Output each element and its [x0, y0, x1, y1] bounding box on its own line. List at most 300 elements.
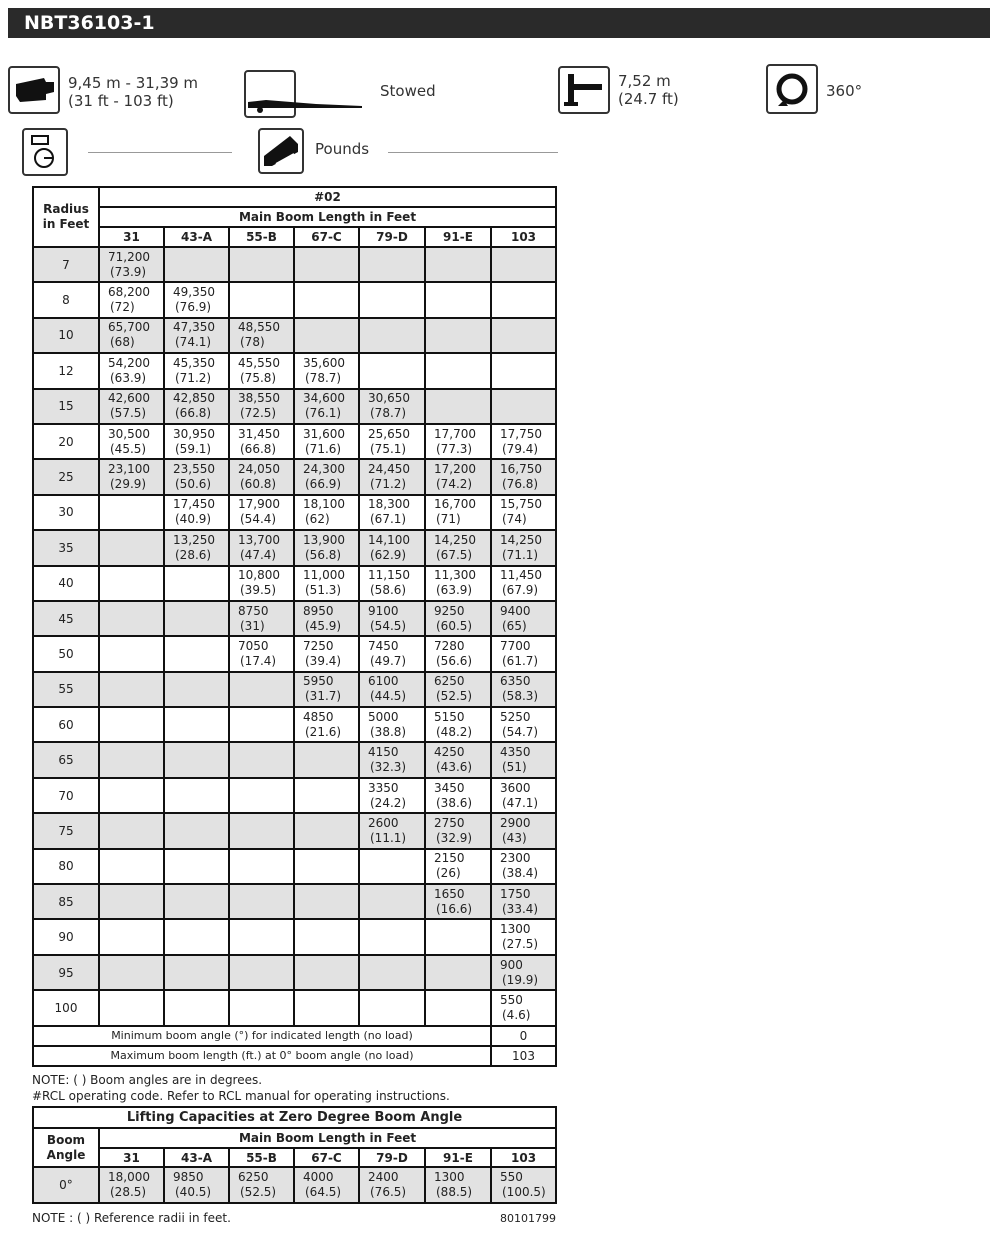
capacity-cell — [164, 955, 229, 990]
capacity-cell — [491, 884, 556, 919]
boom-angle-value: (54.5) — [370, 618, 407, 633]
capacity-cell — [294, 566, 359, 601]
capacity-cell — [294, 742, 359, 777]
capacity-value: 7050 — [238, 638, 269, 653]
capacity-cell — [229, 849, 294, 884]
radius-cell: 80 — [33, 849, 99, 884]
capacity-cell — [425, 424, 491, 459]
boom-angle-value: (38.6) — [436, 795, 473, 810]
capacity-value: 9400 — [500, 603, 531, 618]
boom-angle-value: (38.8) — [370, 724, 407, 739]
boom-angle-value: (74) — [502, 512, 527, 527]
capacity-cell — [294, 672, 359, 707]
boom-angle-value: (78) — [240, 335, 265, 350]
capacity-cell — [164, 601, 229, 636]
capacity-cell — [164, 813, 229, 848]
boom-length-column: 31 — [99, 1148, 164, 1167]
capacity-cell — [229, 389, 294, 424]
capacity-cell — [164, 1167, 229, 1203]
min-angle-value: 0 — [491, 1026, 556, 1046]
capacity-cell — [491, 424, 556, 459]
capacity-cell — [164, 318, 229, 353]
capacity-value: 14,100 — [368, 532, 410, 547]
capacity-value: 5950 — [303, 674, 334, 689]
table-row — [33, 566, 556, 601]
rotation-icon — [766, 64, 818, 114]
capacity-cell — [99, 636, 164, 671]
boom-angle-value: (67.9) — [502, 583, 539, 598]
capacity-cell — [425, 742, 491, 777]
capacity-cell — [359, 919, 425, 954]
capacity-cell — [164, 919, 229, 954]
radius-cell: 12 — [33, 353, 99, 388]
radius-cell: 40 — [33, 566, 99, 601]
table-row — [33, 884, 556, 919]
capacity-value: 9100 — [368, 603, 399, 618]
boom-length-header: Main Boom Length in Feet — [99, 207, 556, 227]
capacity-cell — [99, 601, 164, 636]
table-row — [33, 778, 556, 813]
capacity-cell — [359, 459, 425, 494]
capacity-cell — [425, 849, 491, 884]
boom-angle-value: (71.2) — [175, 370, 212, 385]
capacity-value: 14,250 — [434, 532, 476, 547]
boom-angle-value: (47.1) — [502, 795, 539, 810]
rcl-code-header: #02 — [99, 187, 556, 207]
boom-angle-value: (74.1) — [175, 335, 212, 350]
outrigger-span — [618, 72, 679, 108]
capacity-cell — [425, 353, 491, 388]
boom-angle-value: (76.5) — [370, 1185, 407, 1199]
boom-angle-value: (73.9) — [110, 264, 147, 279]
capacity-value: 2300 — [500, 851, 531, 866]
boom-angle-value: (31) — [240, 618, 265, 633]
capacity-value: 16,750 — [500, 462, 542, 477]
capacity-cell — [491, 742, 556, 777]
capacity-cell — [99, 919, 164, 954]
capacity-cell — [491, 813, 556, 848]
outrigger-metric: 7,52 m — [618, 72, 671, 90]
capacity-value: 2750 — [434, 815, 465, 830]
capacity-cell — [164, 459, 229, 494]
boom-angle-value: (45.9) — [305, 618, 342, 633]
capacity-value: 38,550 — [238, 391, 280, 406]
boom-angle-value: (48.2) — [436, 724, 473, 739]
table-row — [33, 990, 556, 1025]
capacity-cell — [491, 636, 556, 671]
capacity-cell — [359, 849, 425, 884]
capacity-value: 18,000 — [108, 1170, 150, 1184]
zero-angle-table — [32, 1106, 557, 1204]
capacity-cell — [294, 849, 359, 884]
capacity-value: 25,650 — [368, 426, 410, 441]
capacity-value: 7700 — [500, 638, 531, 653]
note-boom-angles: NOTE: ( ) Boom angles are in degrees. — [32, 1073, 263, 1087]
capacity-cell — [229, 919, 294, 954]
capacity-value: 5000 — [368, 709, 399, 724]
boom-angle-value: (66.8) — [240, 441, 277, 456]
capacity-value: 24,450 — [368, 462, 410, 477]
capacity-value: 71,200 — [108, 249, 150, 264]
capacity-cell — [294, 778, 359, 813]
capacity-cell — [294, 636, 359, 671]
capacity-cell — [294, 707, 359, 742]
capacity-cell — [359, 389, 425, 424]
boom-angle-value: (44.5) — [370, 689, 407, 704]
capacity-value: 68,200 — [108, 285, 150, 300]
boom-angle-value: (66.9) — [305, 477, 342, 492]
capacity-cell — [359, 672, 425, 707]
capacity-cell — [229, 778, 294, 813]
capacity-cell — [425, 813, 491, 848]
capacity-value: 45,550 — [238, 355, 280, 370]
capacity-cell — [294, 530, 359, 565]
radius-cell: 25 — [33, 459, 99, 494]
capacity-cell — [99, 672, 164, 707]
boom-angle-value: (76.8) — [502, 477, 539, 492]
capacity-value: 17,450 — [173, 497, 215, 512]
capacity-value: 7450 — [368, 638, 399, 653]
boom-length-column: 91-E — [425, 1148, 491, 1167]
capacity-value: 11,150 — [368, 568, 410, 583]
capacity-cell — [425, 990, 491, 1025]
capacity-cell — [359, 318, 425, 353]
capacity-value: 30,650 — [368, 391, 410, 406]
boom-angle-value: (4.6) — [502, 1007, 531, 1022]
boom-angle-value: (17.4) — [240, 653, 277, 668]
capacity-cell — [294, 495, 359, 530]
boom-length-column: 103 — [491, 1148, 556, 1167]
capacity-cell — [229, 601, 294, 636]
capacity-cell — [229, 530, 294, 565]
capacity-cell — [164, 566, 229, 601]
table-row — [33, 742, 556, 777]
capacity-cell — [491, 459, 556, 494]
boom-angle-value: (56.6) — [436, 653, 473, 668]
capacity-cell — [294, 247, 359, 282]
boom-angle-value: (58.3) — [502, 689, 539, 704]
boom-angle-value: (67.1) — [370, 512, 407, 527]
boom-angle-value: (71) — [436, 512, 461, 527]
boom-length-column: 79-D — [359, 227, 425, 247]
boom-angle-value: (31.7) — [305, 689, 342, 704]
capacity-cell — [229, 566, 294, 601]
boom-angle-value: (51.3) — [305, 583, 342, 598]
boom-length-column: 79-D — [359, 1148, 425, 1167]
capacity-cell — [359, 884, 425, 919]
capacity-cell — [359, 778, 425, 813]
table-row — [33, 424, 556, 459]
capacity-value: 6250 — [434, 674, 465, 689]
capacity-value: 31,450 — [238, 426, 280, 441]
capacity-cell — [99, 813, 164, 848]
capacity-value: 8950 — [303, 603, 334, 618]
radius-cell: 15 — [33, 389, 99, 424]
capacity-cell — [229, 990, 294, 1025]
boom-angle-value: (40.9) — [175, 512, 212, 527]
capacity-cell — [99, 247, 164, 282]
capacity-value: 17,750 — [500, 426, 542, 441]
capacity-value: 3350 — [368, 780, 399, 795]
boom-angle-value: (54.7) — [502, 724, 539, 739]
table-row — [33, 318, 556, 353]
capacity-cell — [359, 990, 425, 1025]
capacity-cell — [425, 778, 491, 813]
capacity-cell — [491, 919, 556, 954]
counterweight-icon — [22, 128, 68, 176]
capacity-cell — [359, 742, 425, 777]
capacity-cell — [359, 1167, 425, 1203]
boom-length-column: 43-A — [164, 1148, 229, 1167]
capacity-cell — [294, 955, 359, 990]
table-row — [33, 495, 556, 530]
capacity-value: 42,850 — [173, 391, 215, 406]
radius-cell: 60 — [33, 707, 99, 742]
max-length-value: 103 — [491, 1046, 556, 1066]
capacity-cell — [99, 389, 164, 424]
load-units-icon — [258, 128, 304, 174]
capacity-value: 10,800 — [238, 568, 280, 583]
boom-angle-value: (71.6) — [305, 441, 342, 456]
radius-cell: 45 — [33, 601, 99, 636]
table-row — [33, 672, 556, 707]
capacity-value: 18,300 — [368, 497, 410, 512]
boom-angle-value: (24.2) — [370, 795, 407, 810]
table-row — [33, 247, 556, 282]
capacity-cell — [164, 282, 229, 317]
boom-length-column: 43-A — [164, 227, 229, 247]
capacity-value: 17,200 — [434, 462, 476, 477]
boom-angle-value: (43.6) — [436, 760, 473, 775]
capacity-cell — [294, 389, 359, 424]
table-row — [33, 707, 556, 742]
outrigger-span-icon — [558, 66, 610, 114]
boom-angle-value: (67.5) — [436, 547, 473, 562]
boom-angle-value: (77.3) — [436, 441, 473, 456]
capacity-value: 17,900 — [238, 497, 280, 512]
table-row — [33, 849, 556, 884]
capacity-value: 9250 — [434, 603, 465, 618]
capacity-value: 6250 — [238, 1170, 269, 1184]
capacity-value: 16,700 — [434, 497, 476, 512]
capacity-cell — [491, 282, 556, 317]
capacity-cell — [99, 849, 164, 884]
capacity-cell — [425, 1167, 491, 1203]
boom-angle-value: (19.9) — [502, 972, 539, 987]
boom-angle-value: (64.5) — [305, 1185, 342, 1199]
capacity-value: 900 — [500, 957, 523, 972]
boom-angle-value: (60.8) — [240, 477, 277, 492]
boom-length-column: 67-C — [294, 227, 359, 247]
capacity-cell — [99, 495, 164, 530]
boom-angle-value: (32.9) — [436, 830, 473, 845]
boom-angle-value: (52.5) — [436, 689, 473, 704]
boom-angle-value: (28.6) — [175, 547, 212, 562]
capacity-cell — [294, 601, 359, 636]
capacity-cell — [491, 530, 556, 565]
capacity-cell — [491, 955, 556, 990]
boom-angle-value: (54.4) — [240, 512, 277, 527]
capacity-cell — [294, 424, 359, 459]
boom-angle-value: (11.1) — [370, 830, 407, 845]
zero-boom-length-header: Main Boom Length in Feet — [99, 1128, 556, 1148]
capacity-value: 23,100 — [108, 462, 150, 477]
capacity-cell — [491, 990, 556, 1025]
capacity-value: 4150 — [368, 745, 399, 760]
capacity-value: 48,550 — [238, 320, 280, 335]
capacity-cell — [359, 247, 425, 282]
capacity-cell — [359, 707, 425, 742]
capacity-cell — [229, 742, 294, 777]
capacity-value: 1300 — [500, 922, 531, 937]
capacity-value: 30,950 — [173, 426, 215, 441]
radius-cell: 75 — [33, 813, 99, 848]
table-row — [33, 601, 556, 636]
capacity-cell — [164, 707, 229, 742]
divider-line — [88, 152, 232, 153]
capacity-cell — [164, 353, 229, 388]
boom-angle-value: (56.8) — [305, 547, 342, 562]
capacity-cell — [229, 707, 294, 742]
radius-cell: 100 — [33, 990, 99, 1025]
radius-cell: 35 — [33, 530, 99, 565]
capacity-value: 1300 — [434, 1170, 465, 1184]
table-row — [33, 919, 556, 954]
boom-angle-value: (65) — [502, 618, 527, 633]
capacity-value: 17,700 — [434, 426, 476, 441]
capacity-cell — [229, 672, 294, 707]
capacity-value: 7280 — [434, 638, 465, 653]
capacity-cell — [425, 495, 491, 530]
capacity-cell — [359, 636, 425, 671]
capacity-cell — [425, 884, 491, 919]
boom-length-column: 55-B — [229, 227, 294, 247]
capacity-cell — [294, 282, 359, 317]
capacity-value: 4000 — [303, 1170, 334, 1184]
page-title: NBT36103-1 — [8, 8, 990, 38]
boom-angle-value: (52.5) — [240, 1185, 277, 1199]
capacity-cell — [359, 353, 425, 388]
boom-angle-value: (47.4) — [240, 547, 277, 562]
note-rcl-code: #RCL operating code. Refer to RCL manual for operating instructions. — [32, 1089, 450, 1103]
capacity-cell — [294, 353, 359, 388]
capacity-value: 4350 — [500, 745, 531, 760]
capacity-cell — [164, 742, 229, 777]
table-row — [33, 459, 556, 494]
boom-angle-value: (72.5) — [240, 406, 277, 421]
capacity-cell — [99, 742, 164, 777]
capacity-cell — [164, 990, 229, 1025]
boom-angle-value: (49.7) — [370, 653, 407, 668]
capacity-cell — [491, 353, 556, 388]
capacity-cell — [425, 459, 491, 494]
capacity-cell — [229, 636, 294, 671]
table-row — [33, 282, 556, 317]
capacity-cell — [229, 884, 294, 919]
radius-cell: 8 — [33, 282, 99, 317]
capacity-cell — [425, 919, 491, 954]
boom-angle-value: (58.6) — [370, 583, 407, 598]
boom-angle-value: (59.1) — [175, 441, 212, 456]
capacity-cell — [99, 424, 164, 459]
capacity-cell — [294, 318, 359, 353]
capacity-cell — [164, 424, 229, 459]
capacity-cell — [294, 990, 359, 1025]
capacity-cell — [425, 282, 491, 317]
table-row — [33, 636, 556, 671]
boom-length-column: 91-E — [425, 227, 491, 247]
capacity-value: 31,600 — [303, 426, 345, 441]
capacity-cell — [359, 955, 425, 990]
boom-range-feet: (31 ft - 103 ft) — [68, 92, 174, 110]
radius-cell: 7 — [33, 247, 99, 282]
boom-angle-value: (60.5) — [436, 618, 473, 633]
boom-angle-value: (63.9) — [436, 583, 473, 598]
capacity-value: 30,500 — [108, 426, 150, 441]
capacity-value: 1750 — [500, 886, 531, 901]
table-row — [33, 353, 556, 388]
capacity-cell — [229, 318, 294, 353]
radius-cell: 50 — [33, 636, 99, 671]
radius-cell: 65 — [33, 742, 99, 777]
boom-angle-value: (79.4) — [502, 441, 539, 456]
boom-angle-value: (57.5) — [110, 406, 147, 421]
capacity-cell — [99, 318, 164, 353]
capacity-value: 550 — [500, 992, 523, 1007]
capacity-cell — [99, 955, 164, 990]
capacity-cell — [491, 318, 556, 353]
units-label: Pounds — [315, 140, 370, 158]
capacity-value: 13,900 — [303, 532, 345, 547]
boom-angle-value: (61.7) — [502, 653, 539, 668]
capacity-cell — [425, 389, 491, 424]
capacity-value: 11,000 — [303, 568, 345, 583]
capacity-cell — [99, 1167, 164, 1203]
capacity-value: 5250 — [500, 709, 531, 724]
boom-angle-value: (29.9) — [110, 477, 147, 492]
boom-angle-value: (66.8) — [175, 406, 212, 421]
table-row — [33, 530, 556, 565]
capacity-cell — [164, 495, 229, 530]
boom-angle-value: (62.9) — [370, 547, 407, 562]
capacity-cell — [229, 495, 294, 530]
capacity-cell — [359, 495, 425, 530]
capacity-value: 65,700 — [108, 320, 150, 335]
capacity-cell — [425, 318, 491, 353]
boom-angle-value: (39.4) — [305, 653, 342, 668]
capacity-cell — [425, 636, 491, 671]
capacity-cell — [359, 566, 425, 601]
capacity-value: 3450 — [434, 780, 465, 795]
stowed-label: Stowed — [380, 82, 436, 100]
boom-length-column: 103 — [491, 227, 556, 247]
table-row — [33, 813, 556, 848]
capacity-cell — [164, 849, 229, 884]
capacity-cell — [164, 672, 229, 707]
boom-angle-value: (21.6) — [305, 724, 342, 739]
radius-cell: 55 — [33, 672, 99, 707]
capacity-cell — [229, 459, 294, 494]
radius-cell: 85 — [33, 884, 99, 919]
boom-angle-value: (100.5) — [502, 1185, 546, 1199]
capacity-value: 6100 — [368, 674, 399, 689]
capacity-value: 5150 — [434, 709, 465, 724]
capacity-cell — [99, 566, 164, 601]
capacity-value: 47,350 — [173, 320, 215, 335]
capacity-value: 2900 — [500, 815, 531, 830]
outrigger-feet: (24.7 ft) — [618, 90, 679, 108]
capacity-cell — [164, 530, 229, 565]
